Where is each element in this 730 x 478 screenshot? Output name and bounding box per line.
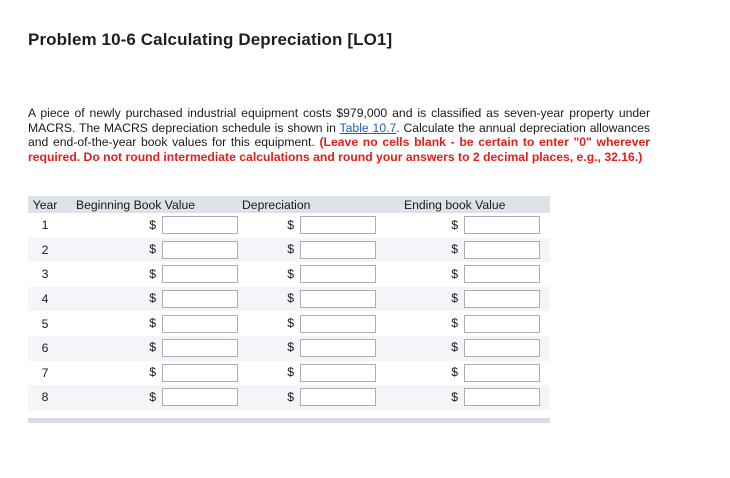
ending-book-value-input-year-3[interactable] xyxy=(464,265,540,283)
table-row xyxy=(28,311,550,336)
year-cell: 6 xyxy=(41,341,49,356)
depreciation-input-year-6[interactable] xyxy=(300,339,376,357)
beginning-book-value-cell xyxy=(62,262,238,287)
depreciation-cell xyxy=(238,287,402,312)
year-cell: 7 xyxy=(41,365,49,380)
table-body xyxy=(28,213,550,410)
depreciation-input-year-1[interactable] xyxy=(300,216,376,234)
depreciation-input-year-5[interactable] xyxy=(300,315,376,333)
beginning-book-value-cell xyxy=(62,385,238,410)
dollar-sign: $ xyxy=(451,340,458,355)
table-footer-bar xyxy=(28,418,550,423)
ending-book-value-cell xyxy=(402,287,550,312)
dollar-sign: $ xyxy=(451,217,458,232)
depreciation-cell xyxy=(238,213,402,238)
ending-book-value-input-year-8[interactable] xyxy=(464,388,540,406)
ending-book-value-cell xyxy=(402,385,550,410)
problem-text-instructions: . Calculate the annual depreciation allowances and end-of-the-year book values for this equipment. xyxy=(28,120,650,150)
depreciation-cell xyxy=(238,238,402,263)
beginning-book-value-input-year-8[interactable] xyxy=(162,388,238,406)
depreciation-cell xyxy=(238,361,402,386)
ending-book-value-input-year-4[interactable] xyxy=(464,290,540,308)
dollar-sign: $ xyxy=(149,340,156,355)
beginning-book-value-input-year-1[interactable] xyxy=(162,216,238,234)
depreciation-input-year-2[interactable] xyxy=(300,241,376,259)
year-cell: 8 xyxy=(41,390,49,405)
header-depreciation: Depreciation xyxy=(242,197,311,212)
depreciation-input-year-8[interactable] xyxy=(300,388,376,406)
table-10-7-link[interactable]: Table 10.7 xyxy=(339,120,397,135)
header-beginning-book-value: Beginning Book Value xyxy=(76,197,196,212)
dollar-sign: $ xyxy=(287,242,294,257)
dollar-sign: $ xyxy=(451,365,458,380)
depreciation-cell xyxy=(238,262,402,287)
dollar-sign: $ xyxy=(287,389,294,404)
depreciation-table xyxy=(28,196,550,410)
dollar-sign: $ xyxy=(451,266,458,281)
ending-book-value-input-year-1[interactable] xyxy=(464,216,540,234)
ending-book-value-input-year-5[interactable] xyxy=(464,315,540,333)
dollar-sign: $ xyxy=(149,315,156,330)
dollar-sign: $ xyxy=(149,389,156,404)
problem-title: Problem 10-6 Calculating Depreciation [LO1] xyxy=(28,30,393,49)
ending-book-value-input-year-2[interactable] xyxy=(464,241,540,259)
dollar-sign: $ xyxy=(149,242,156,257)
beginning-book-value-input-year-3[interactable] xyxy=(162,265,238,283)
table-row xyxy=(28,336,550,361)
beginning-book-value-cell xyxy=(62,311,238,336)
header-year: Year xyxy=(32,197,58,212)
beginning-book-value-input-year-6[interactable] xyxy=(162,339,238,357)
beginning-book-value-cell xyxy=(62,287,238,312)
dollar-sign: $ xyxy=(451,389,458,404)
dollar-sign: $ xyxy=(149,291,156,306)
year-cell: 3 xyxy=(41,267,49,282)
ending-book-value-cell xyxy=(402,238,550,263)
ending-book-value-cell xyxy=(402,213,550,238)
table-row xyxy=(28,262,550,287)
beginning-book-value-input-year-5[interactable] xyxy=(162,315,238,333)
year-cell: 2 xyxy=(41,242,49,257)
beginning-book-value-input-year-2[interactable] xyxy=(162,241,238,259)
depreciation-cell xyxy=(238,385,402,410)
dollar-sign: $ xyxy=(287,365,294,380)
dollar-sign: $ xyxy=(287,266,294,281)
ending-book-value-cell xyxy=(402,311,550,336)
beginning-book-value-input-year-4[interactable] xyxy=(162,290,238,308)
depreciation-input-year-7[interactable] xyxy=(300,364,376,382)
dollar-sign: $ xyxy=(451,291,458,306)
beginning-book-value-cell xyxy=(62,213,238,238)
depreciation-input-year-4[interactable] xyxy=(300,290,376,308)
problem-text-intro: A piece of newly purchased industrial equipment costs $979,000 and is classified as seven-year property under MACRS. The MACRS depreciation schedule is shown in xyxy=(28,106,650,135)
table-row xyxy=(28,287,550,312)
year-cell: 4 xyxy=(41,292,49,307)
dollar-sign: $ xyxy=(287,217,294,232)
beginning-book-value-cell xyxy=(62,361,238,386)
beginning-book-value-cell xyxy=(62,238,238,263)
depreciation-input-year-3[interactable] xyxy=(300,265,376,283)
dollar-sign: $ xyxy=(451,315,458,330)
header-ending-book-value: Ending book Value xyxy=(404,197,506,212)
year-cell: 5 xyxy=(41,316,49,331)
depreciation-cell xyxy=(238,311,402,336)
beginning-book-value-cell xyxy=(62,336,238,361)
table-header-row xyxy=(28,196,550,213)
dollar-sign: $ xyxy=(287,291,294,306)
beginning-book-value-input-year-7[interactable] xyxy=(162,364,238,382)
dollar-sign: $ xyxy=(149,266,156,281)
problem-statement xyxy=(28,106,650,164)
table-row xyxy=(28,385,550,410)
table-row xyxy=(28,361,550,386)
table-row xyxy=(28,238,550,263)
dollar-sign: $ xyxy=(287,315,294,330)
ending-book-value-cell xyxy=(402,361,550,386)
dollar-sign: $ xyxy=(149,217,156,232)
year-cell: 1 xyxy=(41,218,49,233)
ending-book-value-cell xyxy=(402,262,550,287)
dollar-sign: $ xyxy=(451,242,458,257)
dollar-sign: $ xyxy=(149,365,156,380)
problem-warning: (Leave no cells blank - be certain to enter "0" wherever required. Do not round intermediate calculations and round your answers to 2 decimal places, e.g., 32.16.) xyxy=(28,135,651,164)
depreciation-cell xyxy=(238,336,402,361)
ending-book-value-cell xyxy=(402,336,550,361)
dollar-sign: $ xyxy=(287,340,294,355)
ending-book-value-input-year-7[interactable] xyxy=(464,364,540,382)
table-row xyxy=(28,213,550,238)
ending-book-value-input-year-6[interactable] xyxy=(464,339,540,357)
